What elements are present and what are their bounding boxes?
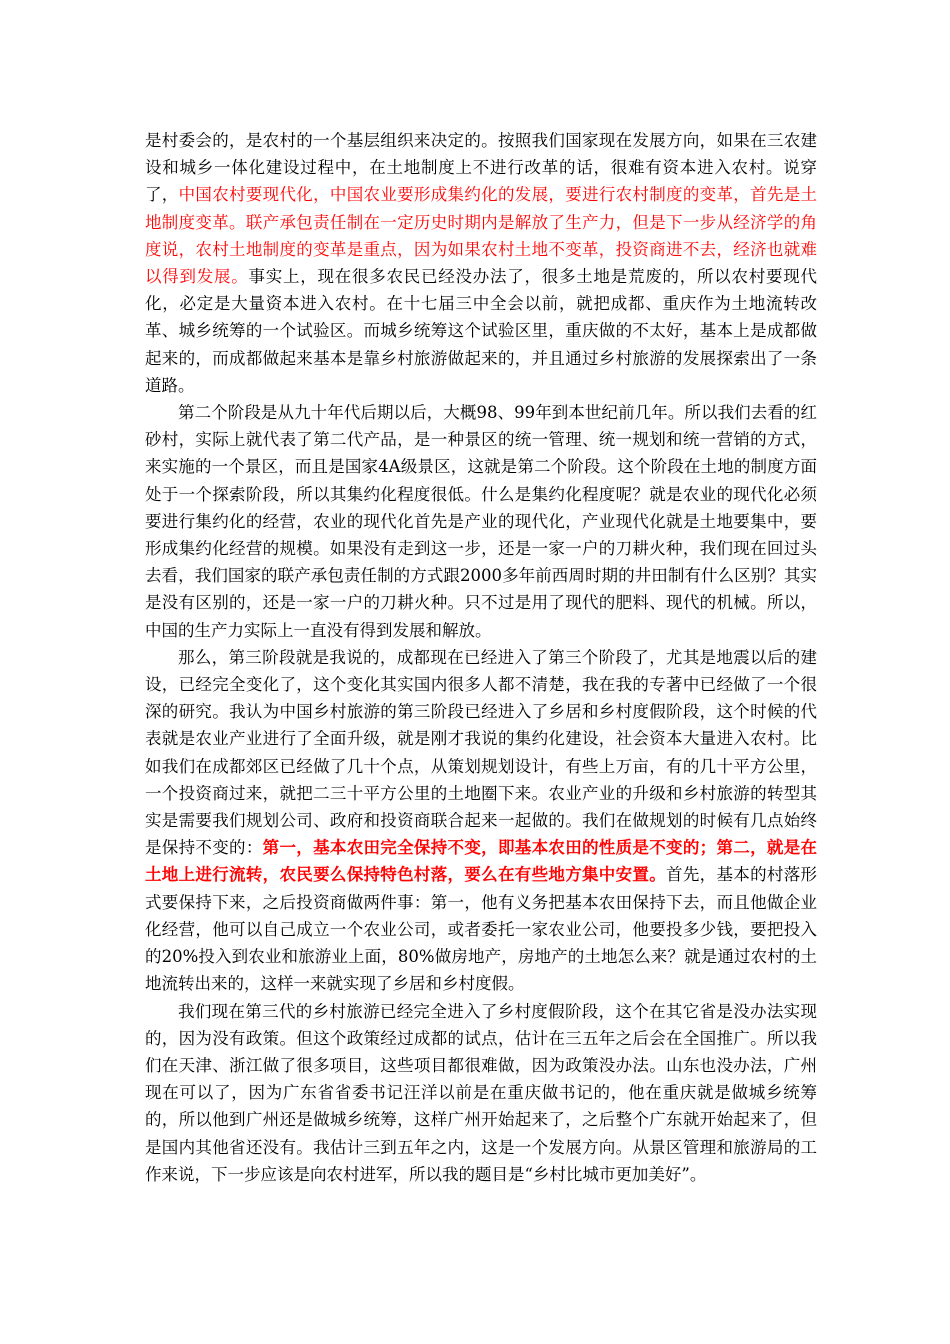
paragraph-1-text: 是村委会的，是农村的一个基层组织来决定的。按照我们国家现在发展方向，如果在三农建设和城乡一体化建设过程中，在土地制度上不进行改革的话，很难有资本进入农村。说穿了， [145,131,817,205]
highlighted-text-red-bold: 第一，基本农田完全保持不变，即基本农田的性质是不变的；第二，就是在土地上进行流转，农民要么保持特色村落，要么在有些地方集中安置。 [145,838,818,885]
paragraph-4-text: 我们现在第三代的乡村旅游已经完全进入了乡村度假阶段，这个在其它省是没办法实现的，因为没有政策。但这个政策经过成都的试点，估计在三五年之后会在全国推广。所以我们在天津、浙江做了很多项目，这些项目都很难做，因为政策没办法。山东也没办法，广州现在可以了，因为广东省省委书记汪洋以前是在重庆做书记的，他在重庆就是做城乡统筹的，所以他到广州还是做城乡统筹，这样广州开始起来了，之后整个广东就开始起来了，但是国内其他省还没有。我估计三到五年之内，这是一个发展方向。从景区管理和旅游局的工作来说，下一步应该是向农村进军，所以我的题目是“乡村比城市更加美好”。 [145,1001,817,1184]
paragraph-1-continuation: 事实上，现在很多农民已经没办法了，很多土地是荒废的，所以农村要现代化，必定是大量资本进入农村。在十七届三中全会以前，就把成都、重庆作为土地流转改革、城乡统筹的一个试验区。而城乡统筹这个试验区里，重庆做的不太好，基本上是成都做起来的，而成都做起来基本是靠乡村旅游做起来的，并且通过乡村旅游的发展探索出了一条道路。 [145,267,817,395]
paragraph-1 [145,127,817,399]
paragraph-3-continuation: 首先，基本的村落形式要保持下来，之后投资商做两件事：第一，他有义务把基本农田保持下去，而且他做企业化经营，他可以自己成立一个农业公司，或者委托一家农业公司，他要投多少钱，要把投入的20%投入到农业和旅游业上面，80%做房地产，房地产的土地怎么来？就是通过农村的土地流转出来的，这样一来就实现了乡居和乡村度假。 [145,865,818,994]
paragraph-3-text: 那么，第三阶段就是我说的，成都现在已经进入了第三个阶段了，尤其是地震以后的建设，已经完全变化了，这个变化其实国内很多人都不清楚，我在我的专著中已经做了一个很深的研究。我认为中国乡村旅游的第三阶段已经进入了乡居和乡村度假阶段，这个时候的代表就是农业产业进行了全面升级，就是刚才我说的集约化建设，社会资本大量进入农村。比如我们在成都郊区已经做了几十个点，从策划规划设计，有些上万亩，有的几十平方公里，一个投资商过来，就把二三十平方公里的土地圈下来。农业产业的升级和乡村旅游的转型其实是需要我们规划公司、政府和投资商联合起来一起做的。我们在做规划的时候有几点始终是保持不变的： [145,647,817,858]
paragraph-2-text: 第二个阶段是从九十年代后期以后，大概98、99年到本世纪前几年。所以我们去看的红砂村，实际上就代表了第二代产品，是一种景区的统一管理、统一规划和统一营销的方式，来实施的一个景区，而且是国家4A级景区，这就是第二个阶段。这个阶段在土地的制度方面处于一个探索阶段，所以其集约化程度很低。什么是集约化程度呢？就是农业的现代化必须要进行集约化的经营，农业的现代化首先是产业的现代化，产业现代化就是土地要集中，要形成集约化经营的规模。如果没有走到这一步，还是一家一户的刀耕火种，我们现在回过头去看，我们国家的联产承包责任制的方式跟2000多年前西周时期的井田制有什么区别？其实是没有区别的，还是一家一户的刀耕火种。只不过是用了现代的肥料、现代的机械。所以，中国的生产力实际上一直没有得到发展和解放。 [145,403,817,640]
paragraph-3 [145,644,817,998]
paragraph-4 [145,998,817,1188]
highlighted-text-red: 中国农村要现代化，中国农业要形成集约化的发展，要进行农村制度的变革，首先是土地制度变革。联产承包责任制在一定历史时期内是解放了生产力，但是下一步从经济学的角度说，农村土地制度的变革是重点，因为如果农村土地不变革，投资商进不去，经济也就难以得到发展。 [145,185,818,287]
document-page [145,127,817,1188]
paragraph-2 [145,399,817,644]
